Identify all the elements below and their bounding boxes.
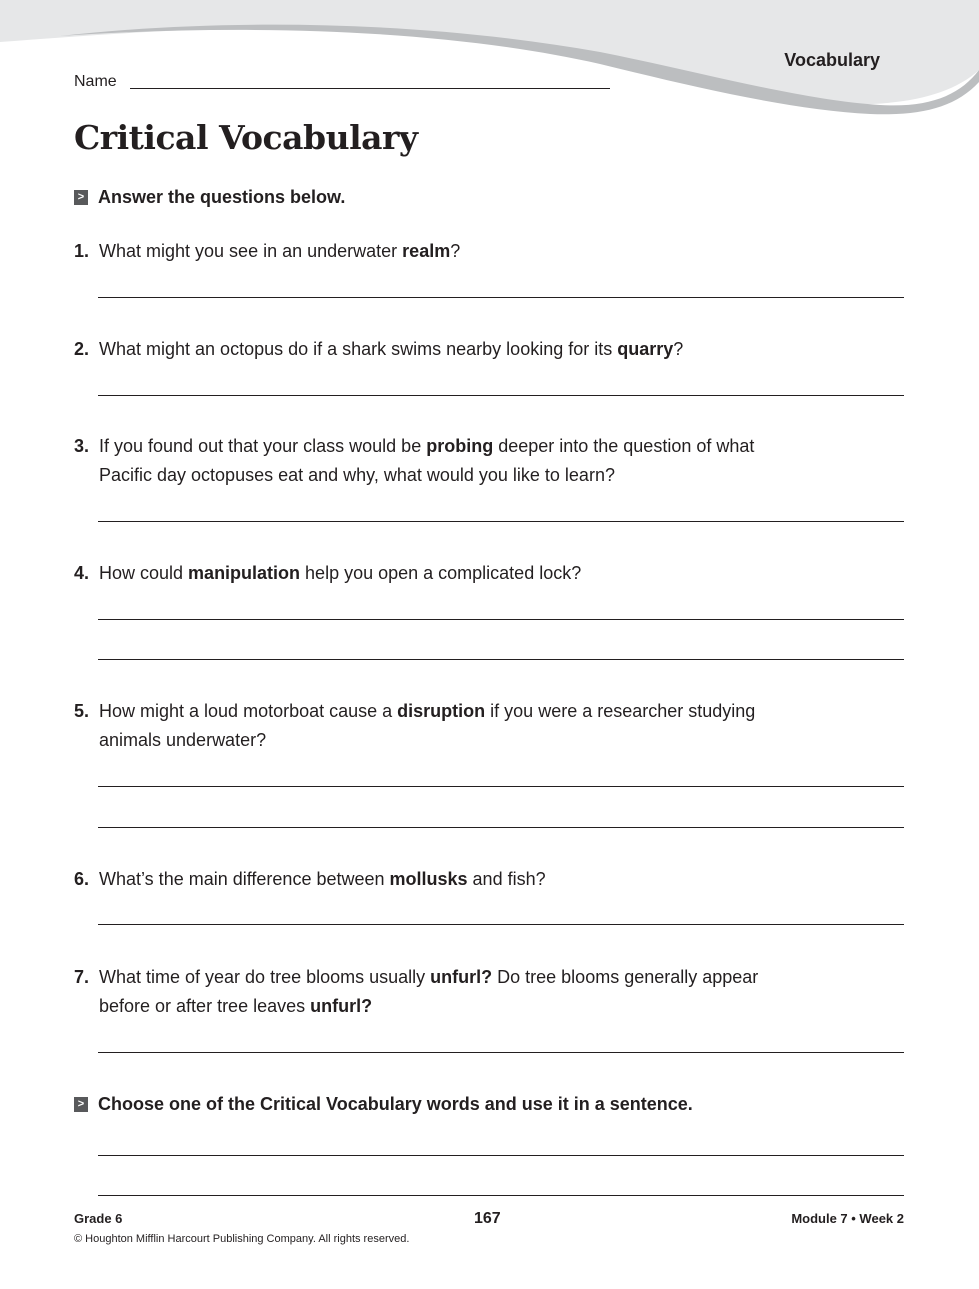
- answer-line[interactable]: [98, 786, 904, 787]
- section-label: Vocabulary: [784, 50, 880, 70]
- answer-line[interactable]: [98, 297, 904, 298]
- question-text-segment: What might you see in an underwater: [99, 241, 403, 261]
- vocabulary-word: quarry: [617, 339, 674, 359]
- question-number: 1.: [74, 241, 90, 261]
- footer-module-week: Module 7 • Week 2: [791, 1211, 904, 1226]
- question-text-segment: What might an octopus do if a shark swims nearby looking for its: [99, 339, 618, 359]
- vocabulary-word: unfurl?: [430, 967, 493, 987]
- name-label: Name: [74, 73, 117, 90]
- page-number: 167: [474, 1210, 501, 1227]
- question-text-segment: and fish?: [467, 869, 546, 889]
- footer-copyright: © Houghton Mifflin Harcourt Publishing Company. All rights reserved.: [74, 1233, 410, 1245]
- page-title: Critical Vocabulary: [74, 118, 418, 157]
- instruction-text: Answer the questions below.: [98, 187, 346, 207]
- vocabulary-word: mollusks: [389, 869, 468, 889]
- question-text: [99, 559, 799, 588]
- answer-line[interactable]: [98, 1052, 904, 1053]
- question-text-segment: How could: [99, 563, 189, 583]
- answer-line[interactable]: [98, 1155, 904, 1156]
- question-number: 3.: [74, 436, 90, 456]
- answer-line[interactable]: [98, 619, 904, 620]
- question-number: 5.: [74, 701, 90, 721]
- instruction-answer-questions: [74, 187, 345, 208]
- footer-grade: Grade 6: [74, 1211, 123, 1226]
- question-text-segment: What time of year do tree blooms usually: [99, 967, 431, 987]
- arrow-icon: >: [74, 1097, 88, 1112]
- question-text-segment: How might a loud motorboat cause a: [99, 701, 398, 721]
- question-text: [99, 963, 799, 1021]
- question-text-segment: ?: [450, 241, 461, 261]
- vocabulary-word: probing: [426, 436, 494, 456]
- question-text-segment: deeper into the question of what Pacific day octopuses eat and why, what would you like to learn?: [99, 436, 755, 485]
- answer-line[interactable]: [98, 521, 904, 522]
- question-text-segment: help you open a complicated lock?: [300, 563, 582, 583]
- question-number: 7.: [74, 967, 90, 987]
- question-number: 4.: [74, 563, 90, 583]
- answer-line[interactable]: [98, 924, 904, 925]
- question-text-segment: What’s the main difference between: [99, 869, 390, 889]
- question-text: [99, 432, 799, 490]
- instruction-text: Choose one of the Critical Vocabulary words and use it in a sentence.: [98, 1094, 693, 1114]
- question-text: [99, 237, 799, 266]
- question-text-segment: If you found out that your class would be: [99, 436, 427, 456]
- question-text: [99, 697, 799, 755]
- vocabulary-word: realm: [402, 241, 451, 261]
- answer-line[interactable]: [98, 1195, 904, 1196]
- vocabulary-word: manipulation: [188, 563, 301, 583]
- question-number: 6.: [74, 869, 90, 889]
- question-text-segment: Do tree blooms generally appear before or after tree leaves: [99, 967, 759, 1016]
- instruction-use-in-sentence: [74, 1094, 693, 1115]
- vocabulary-word: unfurl?: [310, 996, 373, 1016]
- question-number: 2.: [74, 339, 90, 359]
- name-input-line[interactable]: [130, 88, 610, 89]
- question-text-segment: if you were a researcher studying animals underwater?: [99, 701, 756, 750]
- answer-line[interactable]: [98, 827, 904, 828]
- question-text: [99, 865, 799, 894]
- answer-line[interactable]: [98, 659, 904, 660]
- question-text-segment: ?: [673, 339, 684, 359]
- vocabulary-word: disruption: [397, 701, 486, 721]
- arrow-icon: >: [74, 190, 88, 205]
- question-text: [99, 335, 799, 364]
- answer-line[interactable]: [98, 395, 904, 396]
